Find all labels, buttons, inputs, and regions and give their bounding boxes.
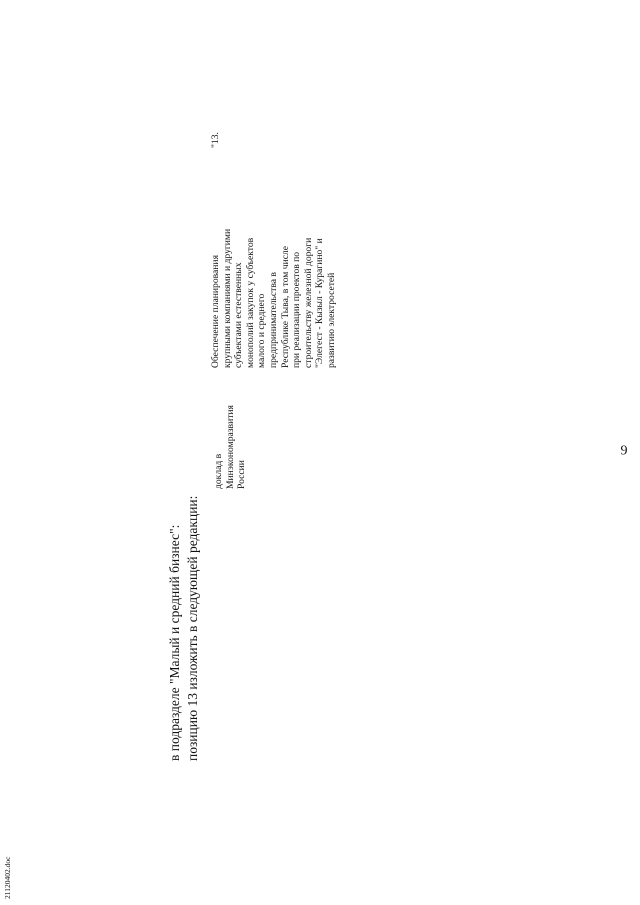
intro-line-2: позицию 13 изложить в следующей редакции:: [185, 495, 200, 761]
row13-document: доклад в Минэкономразвития России: [213, 405, 248, 489]
intro-line-1: в подразделе "Малый и средний бизнес":: [167, 524, 182, 761]
footer-filename: 21120402.doc: [3, 856, 12, 899]
row13-number: "13.: [210, 132, 221, 148]
page-number: 9: [620, 443, 628, 459]
row13-measure: Обеспечение планирования крупными компаниями и другими субъектами естественных монополий закупок у субъектов малого и среднего предпринимательства в Республике Тыва, в том числе при реализации проектов по строительству железной дороги "Элегест - Кызыл - Курагино" и развитию электросетей: [210, 228, 337, 368]
